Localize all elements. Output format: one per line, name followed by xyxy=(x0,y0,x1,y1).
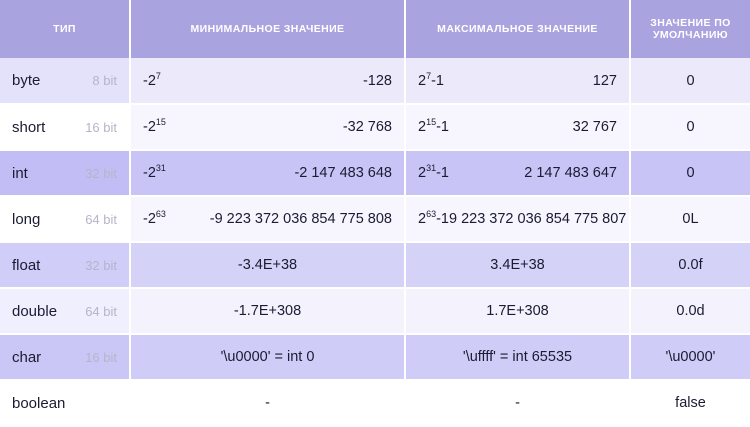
table-row xyxy=(0,196,750,242)
cell-type xyxy=(0,150,130,196)
cell-default-value xyxy=(630,242,750,288)
type-bits: 32 bit xyxy=(85,257,117,273)
max-number: 127 xyxy=(592,72,617,89)
table-header xyxy=(0,0,750,58)
type-name: char xyxy=(12,348,42,366)
type-name: float xyxy=(12,256,41,274)
cell-default-value xyxy=(630,334,750,380)
cell-default-value xyxy=(630,380,750,426)
header-max-value: МАКСИМАЛЬНОЕ ЗНАЧЕНИЕ xyxy=(405,0,630,58)
min-formula: $-2^{63}$ xyxy=(143,209,166,227)
min-formula: $-2^7$ xyxy=(143,70,161,89)
type-name: byte xyxy=(12,72,41,89)
max-number: 2 147 483 647 xyxy=(524,165,617,181)
type-bits: 64 bit xyxy=(85,303,117,319)
default-value: false xyxy=(675,395,706,411)
type-bits: 16 bit xyxy=(85,119,117,135)
type-name: short xyxy=(12,118,46,136)
type-name: double xyxy=(12,302,58,320)
min-number: '\u0000' = int 0 xyxy=(220,349,315,365)
min-exponent: 7 xyxy=(155,70,161,81)
cell-default-value xyxy=(630,288,750,334)
table-row xyxy=(0,380,750,426)
table-row xyxy=(0,288,750,334)
table-body xyxy=(0,58,750,426)
max-formula: $2^7-1$ xyxy=(418,70,444,89)
min-number: -3.4E+38 xyxy=(237,257,298,273)
cell-max-value xyxy=(405,58,630,104)
cell-default-value xyxy=(630,58,750,104)
cell-type xyxy=(0,334,130,380)
default-value: 0L xyxy=(682,211,699,227)
cell-type xyxy=(0,196,130,242)
table-row xyxy=(0,242,750,288)
max-exponent: 7 xyxy=(426,70,432,81)
cell-max-value xyxy=(405,380,630,426)
cell-type xyxy=(0,380,130,426)
default-value: 0 xyxy=(686,165,695,181)
min-exponent: 63 xyxy=(155,209,166,220)
cell-type xyxy=(0,288,130,334)
cell-max-value xyxy=(405,196,630,242)
table-row xyxy=(0,104,750,150)
cell-max-value xyxy=(405,150,630,196)
type-bits: 16 bit xyxy=(85,349,117,365)
cell-max-value xyxy=(405,242,630,288)
cell-min-value xyxy=(130,288,405,334)
table-row xyxy=(0,58,750,104)
max-number: 32 767 xyxy=(572,119,617,135)
default-value: '\u0000' xyxy=(665,349,716,365)
cell-min-value xyxy=(130,242,405,288)
max-exponent: 15 xyxy=(426,117,437,128)
cell-min-value xyxy=(130,380,405,426)
max-number: - xyxy=(515,395,520,411)
max-exponent: 31 xyxy=(426,163,437,174)
max-formula: $2^{15}-1$ xyxy=(418,117,449,135)
cell-type xyxy=(0,242,130,288)
type-name: long xyxy=(12,210,41,228)
type-name: boolean xyxy=(12,394,66,412)
default-value: 0 xyxy=(686,72,695,89)
cell-type xyxy=(0,104,130,150)
header-min-value: МИНИМАЛЬНОЕ ЗНАЧЕНИЕ xyxy=(130,0,405,58)
type-name: int xyxy=(12,164,28,182)
default-value: 0.0d xyxy=(676,303,705,319)
cell-min-value xyxy=(130,104,405,150)
min-number: -1.7E+308 xyxy=(233,303,302,319)
cell-min-value xyxy=(130,58,405,104)
min-number: -32 768 xyxy=(342,119,392,135)
cell-min-value xyxy=(130,334,405,380)
min-number: - xyxy=(265,395,270,411)
max-exponent: 63 xyxy=(426,209,437,220)
min-formula: $-2^{15}$ xyxy=(143,117,166,135)
header-default-value: ЗНАЧЕНИЕ ПО УМОЛЧАНИЮ xyxy=(630,0,750,58)
max-formula: $2^{31}-1$ xyxy=(418,163,449,181)
header-type: ТИП xyxy=(0,0,130,58)
default-value: 0 xyxy=(686,119,695,135)
min-formula: $-2^{31}$ xyxy=(143,163,166,181)
cell-type xyxy=(0,58,130,104)
type-bits: 32 bit xyxy=(85,165,117,181)
min-number: -9 223 372 036 854 775 808 xyxy=(209,211,392,227)
cell-max-value xyxy=(405,104,630,150)
max-number: 9 223 372 036 854 775 807 xyxy=(448,211,627,227)
header-row xyxy=(0,0,750,58)
max-number: '\uffff' = int 65535 xyxy=(462,349,573,365)
max-number: 1.7E+308 xyxy=(486,303,549,319)
cell-max-value xyxy=(405,288,630,334)
table-row xyxy=(0,334,750,380)
max-formula: $2^{63}-1$ xyxy=(418,209,449,227)
cell-min-value xyxy=(130,150,405,196)
type-bits: 8 bit xyxy=(92,73,117,88)
min-exponent: 31 xyxy=(155,163,166,174)
cell-default-value xyxy=(630,150,750,196)
min-exponent: 15 xyxy=(155,117,166,128)
cell-min-value xyxy=(130,196,405,242)
default-value: 0.0f xyxy=(678,257,703,273)
max-number: 3.4E+38 xyxy=(490,257,545,273)
min-number: -2 147 483 648 xyxy=(294,165,392,181)
min-number: -128 xyxy=(362,72,392,89)
cell-max-value xyxy=(405,334,630,380)
cell-default-value xyxy=(630,196,750,242)
type-bits: 64 bit xyxy=(85,211,117,227)
table-row xyxy=(0,150,750,196)
cell-default-value xyxy=(630,104,750,150)
